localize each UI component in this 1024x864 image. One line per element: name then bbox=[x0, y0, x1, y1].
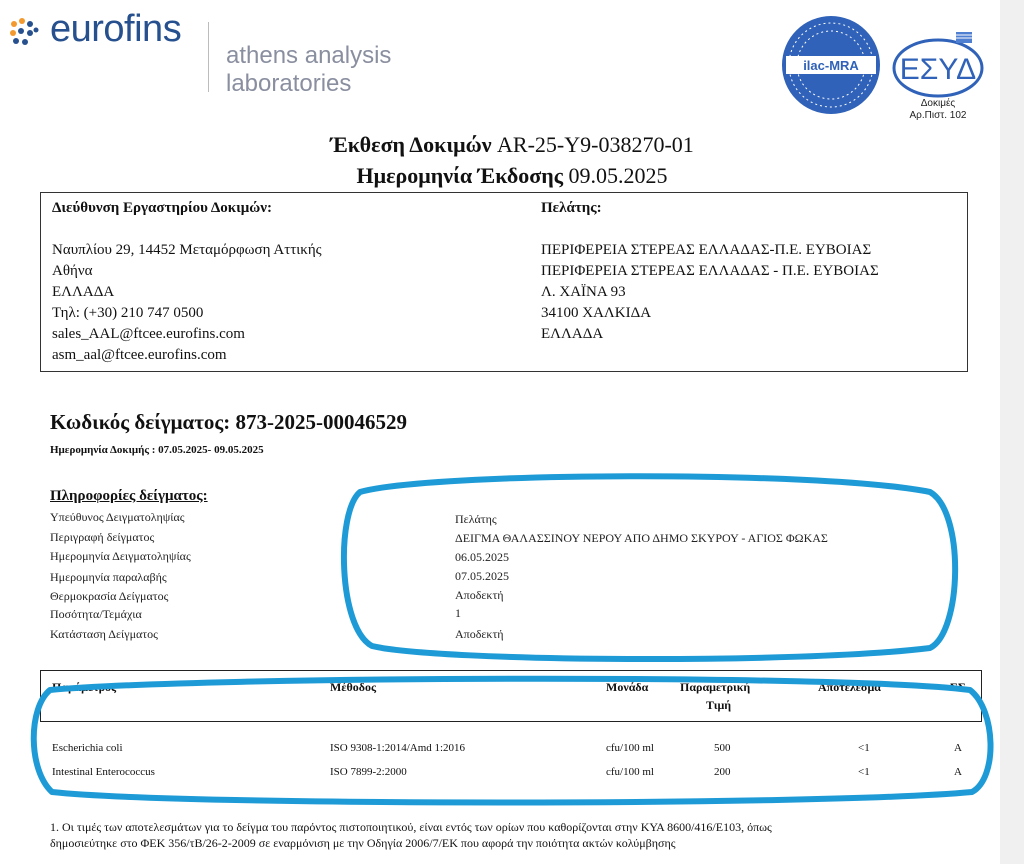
col-header-limit: Παραμετρική bbox=[680, 680, 751, 694]
result-param: Escherichia coli bbox=[52, 742, 123, 754]
col-header-parameter: Παράμετρος bbox=[52, 680, 117, 694]
col-header-method: Μέθοδος bbox=[330, 680, 377, 694]
sample-code bbox=[50, 410, 407, 435]
highlight-oval-sample-info bbox=[344, 476, 955, 659]
footnote-line1: 1. Οι τιμές των αποτελεσμάτων για το δείγμα του παρόντος πιστοποιητικού, είναι εντός των ορίων που καθορίζονται στην ΚΥΑ 8600/416/Ε103, όπως bbox=[50, 820, 772, 834]
col-header-note: ΣΣ bbox=[950, 680, 966, 694]
brand-name: eurofins bbox=[50, 8, 182, 50]
report-title bbox=[0, 132, 1024, 158]
client-line: ΕΛΛΑΔΑ bbox=[541, 326, 604, 342]
footnote-line2: δημοσιεύτηκε στο ΦΕΚ 356/τΒ/26-2-2009 σε εναρμόνιση με την Οδηγία 2006/7/ΕΚ που αφορά την ποιότητα ακτών κολύμβησης bbox=[50, 836, 676, 850]
result-unit: cfu/100 ml bbox=[606, 766, 654, 778]
esyd-logo bbox=[892, 30, 984, 100]
esyd-caption-cert: Αρ.Πιστ. 102 bbox=[909, 110, 967, 121]
address-box bbox=[40, 192, 968, 372]
report-number: AR-25-Y9-038270-01 bbox=[497, 132, 694, 157]
sample-field-label: Περιγραφή δείγματος bbox=[50, 530, 155, 544]
result-note: A bbox=[954, 766, 962, 778]
page-edge-shadow bbox=[1000, 0, 1024, 864]
issue-date-label: Ημερομηνία Έκδοσης bbox=[356, 163, 563, 188]
sample-field-value: ΔΕΙΓΜΑ ΘΑΛΑΣΣΙΝΟΥ ΝΕΡΟΥ ΑΠΟ ΔΗΜΟ ΣΚΥΡΟΥ - ΑΓΙΟΣ ΦΩΚΑΣ bbox=[455, 531, 828, 545]
col-header-unit: Μονάδα bbox=[606, 680, 649, 694]
issue-date bbox=[0, 163, 1024, 189]
sample-field-label: Κατάσταση Δείγματος bbox=[50, 627, 158, 641]
result-limit: 200 bbox=[714, 766, 731, 778]
result-param: Intestinal Enterococcus bbox=[52, 766, 155, 778]
result-method: ISO 9308-1:2014/Amd 1:2016 bbox=[330, 742, 466, 754]
lab-address-line: Ναυπλίου 29, 14452 Μεταμόρφωση Αττικής bbox=[52, 242, 322, 258]
ilac-logo-text: ilac-MRA bbox=[803, 58, 859, 73]
esyd-logo-text: ΕΣΥΔ bbox=[899, 53, 977, 86]
sample-field-label: Υπεύθυνος Δειγματοληψίας bbox=[50, 510, 185, 524]
sample-field-value: 1 bbox=[455, 606, 461, 620]
sample-code-label: Κωδικός δείγματος: bbox=[50, 410, 231, 434]
col-header-result: Αποτέλεσμα bbox=[818, 680, 881, 694]
results-table-header-box bbox=[40, 670, 982, 722]
col-header-limit-line2: Τιμή bbox=[706, 698, 732, 712]
lab-address-line: ΕΛΛΑΔΑ bbox=[52, 284, 115, 300]
sample-field-label: Ποσότητα/Τεμάχια bbox=[50, 607, 142, 621]
lab-subtitle-line2: laboratories bbox=[226, 70, 352, 97]
sample-field-value: 07.05.2025 bbox=[455, 569, 509, 583]
sample-field-label: Θερμοκρασία Δείγματος bbox=[50, 589, 169, 603]
lab-phone: Τηλ: (+30) 210 747 0500 bbox=[52, 305, 204, 321]
lab-subtitle-line1: athens analysis bbox=[226, 42, 392, 69]
ilac-mra-logo bbox=[780, 14, 882, 116]
esyd-caption-tests: Δοκιμές bbox=[920, 98, 956, 109]
client-heading: Πελάτης: bbox=[541, 200, 602, 216]
sample-field-label: Ημερομηνία παραλαβής bbox=[50, 570, 167, 584]
client-line: ΠΕΡΙΦΕΡΕΙΑ ΣΤΕΡΕΑΣ ΕΛΛΑΔΑΣ - Π.Ε. ΕΥΒΟΙΑΣ bbox=[541, 263, 879, 279]
result-unit: cfu/100 ml bbox=[606, 742, 654, 754]
sample-field-label: Ημερομηνία Δειγματοληψίας bbox=[50, 549, 191, 563]
issue-date-value: 09.05.2025 bbox=[568, 163, 668, 188]
eurofins-logo-icon bbox=[8, 16, 42, 50]
lab-address-heading: Διεύθυνση Εργαστηρίου Δοκιμών: bbox=[52, 200, 272, 216]
client-line: Λ. ΧΑΪΝΑ 93 bbox=[541, 284, 626, 300]
test-date: Ημερομηνία Δοκιμής : 07.05.2025- 09.05.2025 bbox=[50, 444, 264, 456]
header-divider bbox=[208, 22, 209, 92]
sample-info-heading: Πληροφορίες δείγματος: bbox=[50, 488, 208, 504]
lab-email-sales[interactable]: sales_AAL@ftcee.eurofins.com bbox=[52, 326, 245, 342]
result-value: <1 bbox=[858, 742, 870, 754]
result-limit: 500 bbox=[714, 742, 731, 754]
sample-code-value: 873-2025-00046529 bbox=[235, 410, 407, 434]
result-method: ISO 7899-2:2000 bbox=[330, 766, 407, 778]
client-line: 34100 ΧΑΛΚΙΔΑ bbox=[541, 305, 652, 321]
result-note: A bbox=[954, 742, 962, 754]
sample-field-value: 06.05.2025 bbox=[455, 550, 509, 564]
sample-field-value: Αποδεκτή bbox=[455, 627, 504, 641]
sample-field-value: Αποδεκτή bbox=[455, 588, 504, 602]
lab-email-asm[interactable]: asm_aal@ftcee.eurofins.com bbox=[52, 347, 227, 363]
client-line: ΠΕΡΙΦΕΡΕΙΑ ΣΤΕΡΕΑΣ ΕΛΛΑΔΑΣ-Π.Ε. ΕΥΒΟΙΑΣ bbox=[541, 242, 872, 258]
lab-address-line: Αθήνα bbox=[52, 263, 93, 279]
sample-field-value: Πελάτης bbox=[455, 512, 497, 526]
result-value: <1 bbox=[858, 766, 870, 778]
report-title-label: Έκθεση Δοκιμών bbox=[330, 132, 492, 157]
